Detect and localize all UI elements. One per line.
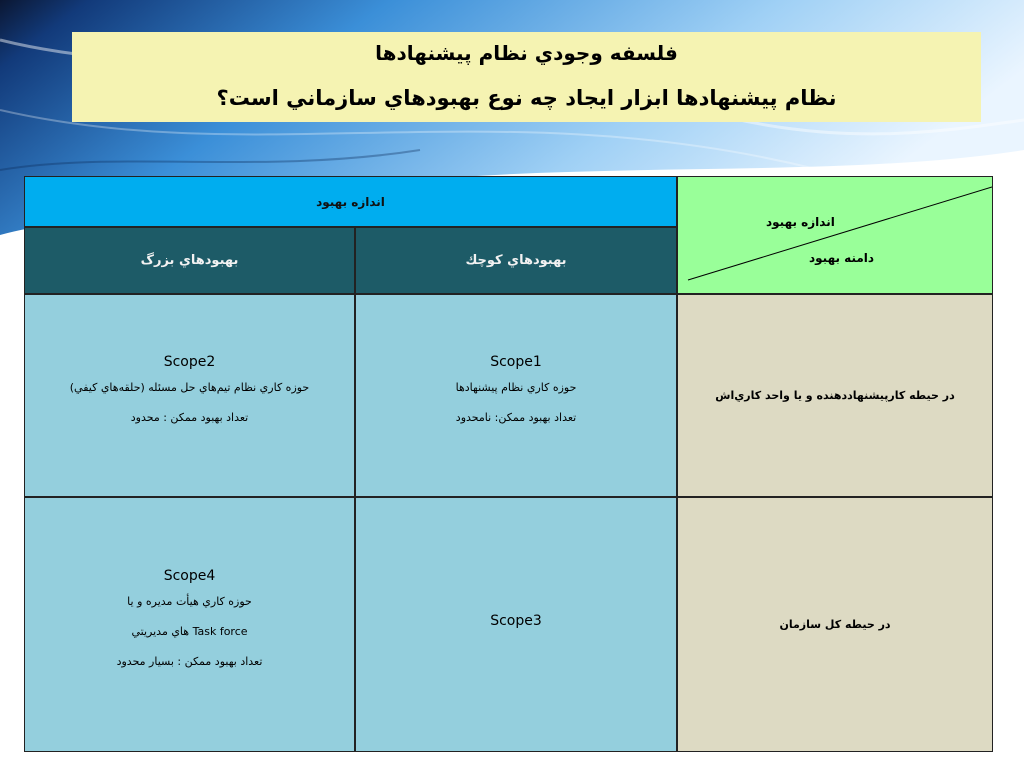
corner-domain-label: دامنه بهبود [809,251,875,265]
scope4-area: حوزه كاري هيأت مديره و يا [127,594,252,608]
header-improvement-size-label: اندازه بهبود [316,194,385,209]
improvement-scope-table [24,176,993,752]
cell-domain-individual [678,295,992,496]
cell-scope4 [25,498,354,751]
header-small-label: بهبودهاي كوچك [465,253,567,268]
header-large-label: بهبودهاي بزرگ [140,253,239,268]
corner-diagonal-line [678,177,992,293]
scope2-count: تعداد بهبود ممكن : محدود [130,410,249,424]
corner-size-label: اندازه بهبود [766,215,835,229]
cell-scope3 [356,498,676,751]
slide-subtitle: نظام پيشنهادها ابزار ايجاد چه نوع بهبودهاي سازماني است؟ [216,86,837,110]
scope2-label: Scope2 [163,353,216,370]
cell-scope1 [356,295,676,496]
title-box [72,32,981,122]
scope1-area: حوزه كاري نظام پيشنهادها [455,380,577,394]
scope4-count: تعداد بهبود ممكن : بسيار محدود [116,654,263,668]
domain-organization-label: در حيطه كل سازمان [779,618,891,631]
header-corner-cell [678,177,992,293]
header-improvement-size [25,177,676,226]
scope1-label: Scope1 [490,353,542,370]
domain-individual-label: در حيطه كارپيشنهاددهنده و يا واحد كاري‌اش [715,389,955,402]
scope1-count: تعداد بهبود ممكن: نامحدود [455,410,577,424]
scope2-area: حوزه كاري نظام تيم‌هاي حل مسئله (حلقه‌هاي كيفي) [69,380,310,394]
slide-title: فلسفه وجودي نظام پيشنهادها [375,41,678,65]
cell-scope2 [25,295,354,496]
scope4-label: Scope4 [163,567,216,584]
header-large-improvements [25,228,354,293]
cell-domain-organization [678,498,992,751]
header-small-improvements [356,228,676,293]
scope3-label: Scope3 [490,612,542,629]
scope4-task-force: Task force هاي مديريتي [131,624,248,638]
